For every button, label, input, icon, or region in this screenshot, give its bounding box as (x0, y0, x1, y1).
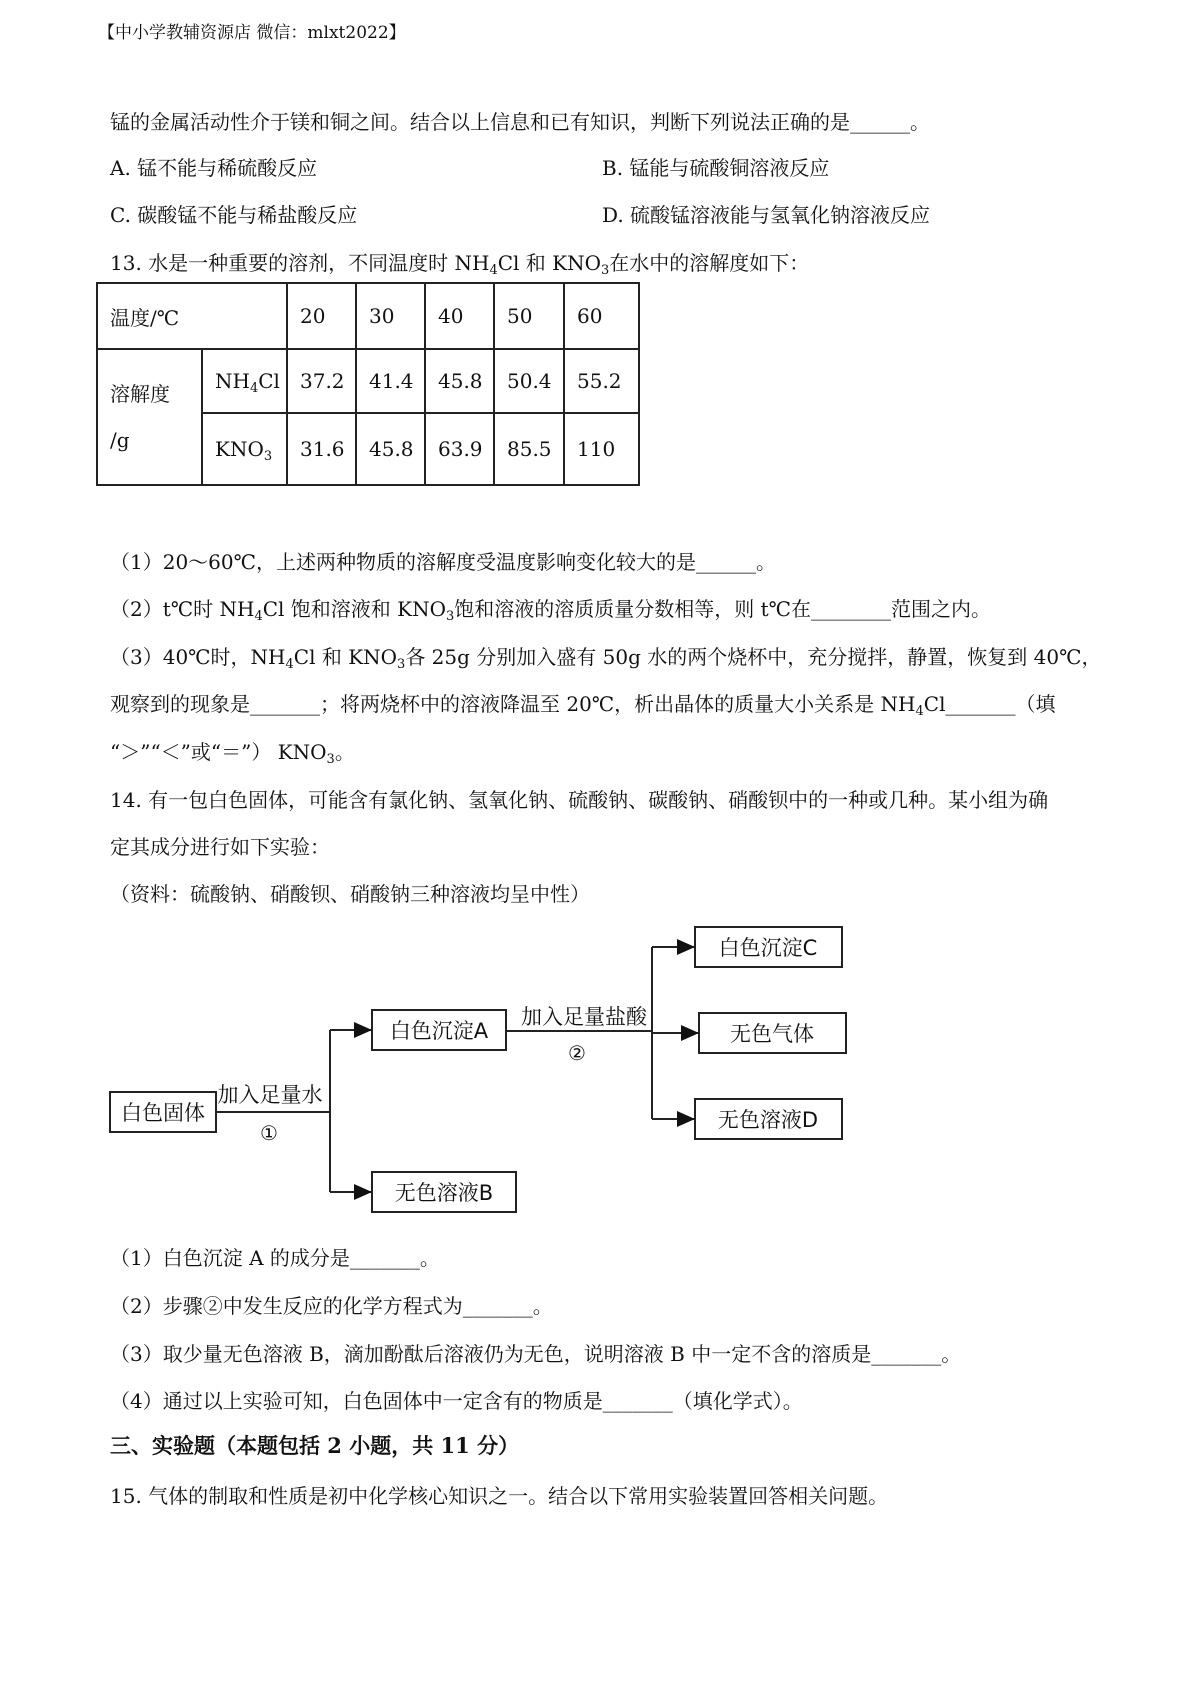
table-cell: 41.4 (356, 349, 425, 413)
q14-part3: （3）取少量无色溶液 B，滴加酚酞后溶液仍为无色，说明溶液 B 中一定不含的溶质是_______。 (110, 1342, 962, 1366)
table-cell: 110 (564, 413, 639, 485)
label-step2-num: ② (568, 1041, 586, 1065)
temp-cell: 30 (356, 283, 425, 349)
q14-part1: （1）白色沉淀 A 的成分是_______。 (110, 1246, 440, 1270)
row-label-nh4cl: $NH_4Cl$ (202, 349, 287, 413)
q12-intro: 锰的金属活动性介于镁和铜之间。结合以上信息和已有知识，判断下列说法正确的是______。 (110, 110, 930, 134)
table-cell: 45.8 (425, 349, 494, 413)
temp-cell: 50 (494, 283, 564, 349)
q14-stem-line1: 14. 有一包白色固体，可能含有氯化钠、氢氧化钠、硫酸钠、碳酸钠、硝酸钡中的一种或几种。某小组为确 (110, 788, 1049, 812)
q12-option-a: A. 锰不能与稀硫酸反应 (110, 156, 318, 180)
q14-note: （资料：硫酸钠、硝酸钡、硝酸钠三种溶液均呈中性） (110, 882, 590, 906)
temp-header: 温度/℃ (97, 283, 287, 349)
label-step1: 加入足量水 (217, 1083, 323, 1107)
page-header: 【中小学教辅资源店 微信：mlxt2022】 (98, 23, 406, 43)
q14-part2: （2）步骤②中发生反应的化学方程式为_______。 (110, 1294, 553, 1318)
q13-part2: （2）t℃时 $NH_4Cl$ 饱和溶液和 $KNO_3$饱和溶液的溶质质量分数相等，则 t℃在________范围之内。 (110, 597, 992, 624)
table-cell: 55.2 (564, 349, 639, 413)
label-step2: 加入足量盐酸 (521, 1005, 647, 1029)
q12-option-d: D. 硫酸锰溶液能与氢氧化钠溶液反应 (602, 203, 931, 227)
table-cell: 50.4 (494, 349, 564, 413)
label-white-solid: 白色固体 (121, 1101, 205, 1125)
label-step1-num: ① (260, 1121, 278, 1145)
q15-stem: 15. 气体的制取和性质是初中化学核心知识之一。结合以下常用实验装置回答相关问题。 (110, 1484, 889, 1508)
temp-cell: 40 (425, 283, 494, 349)
q13-part3-line2: 观察到的现象是_______；将两烧杯中的溶液降温至 20℃，析出晶体的质量大小关系是 $NH_4Cl\_\_\_\_\_\_\_$（填 (110, 692, 1056, 719)
label-precipitate-c: 白色沉淀C (718, 936, 818, 960)
temp-cell: 20 (287, 283, 356, 349)
table-cell: 63.9 (425, 413, 494, 485)
section-3-heading: 三、实验题（本题包括 2 小题，共 11 分） (110, 1433, 520, 1458)
q13-part1: （1）20～60℃，上述两种物质的溶解度受温度影响变化较大的是______。 (110, 550, 776, 574)
solubility-header: 溶解度 /g (97, 349, 202, 485)
q12-option-c: C. 碳酸锰不能与稀盐酸反应 (110, 203, 358, 227)
q13-part3-line3: “＞”“＜”或“＝”） $KNO_3$。 (110, 740, 355, 767)
table-cell: 31.6 (287, 413, 356, 485)
q13-part3: （3）40℃时，$NH_4Cl$ 和 $KNO_3$各 25g 分别加入盛有 50g 水的两个烧杯中，充分搅拌，静置，恢复到 40℃， (110, 645, 1102, 672)
label-solution-d: 无色溶液D (717, 1108, 819, 1132)
table-cell: 37.2 (287, 349, 356, 413)
table-cell: 85.5 (494, 413, 564, 485)
table-cell: 45.8 (356, 413, 425, 485)
label-precipitate-a: 白色沉淀A (389, 1019, 489, 1043)
q13-stem: 13. 水是一种重要的溶剂，不同温度时 $NH_4Cl$ 和 $KNO_3$在水中的溶解度如下： (110, 251, 810, 278)
label-solution-b: 无色溶液B (394, 1181, 494, 1205)
q14-part4: （4）通过以上实验可知，白色固体中一定含有的物质是_______（填化学式）。 (110, 1389, 803, 1413)
temp-cell: 60 (564, 283, 639, 349)
q12-option-b: B. 锰能与硫酸铜溶液反应 (602, 156, 830, 180)
q14-stem-line2: 定其成分进行如下实验： (110, 835, 330, 859)
row-label-kno3: $KNO_3$ (202, 413, 287, 485)
label-gas: 无色气体 (730, 1022, 814, 1046)
